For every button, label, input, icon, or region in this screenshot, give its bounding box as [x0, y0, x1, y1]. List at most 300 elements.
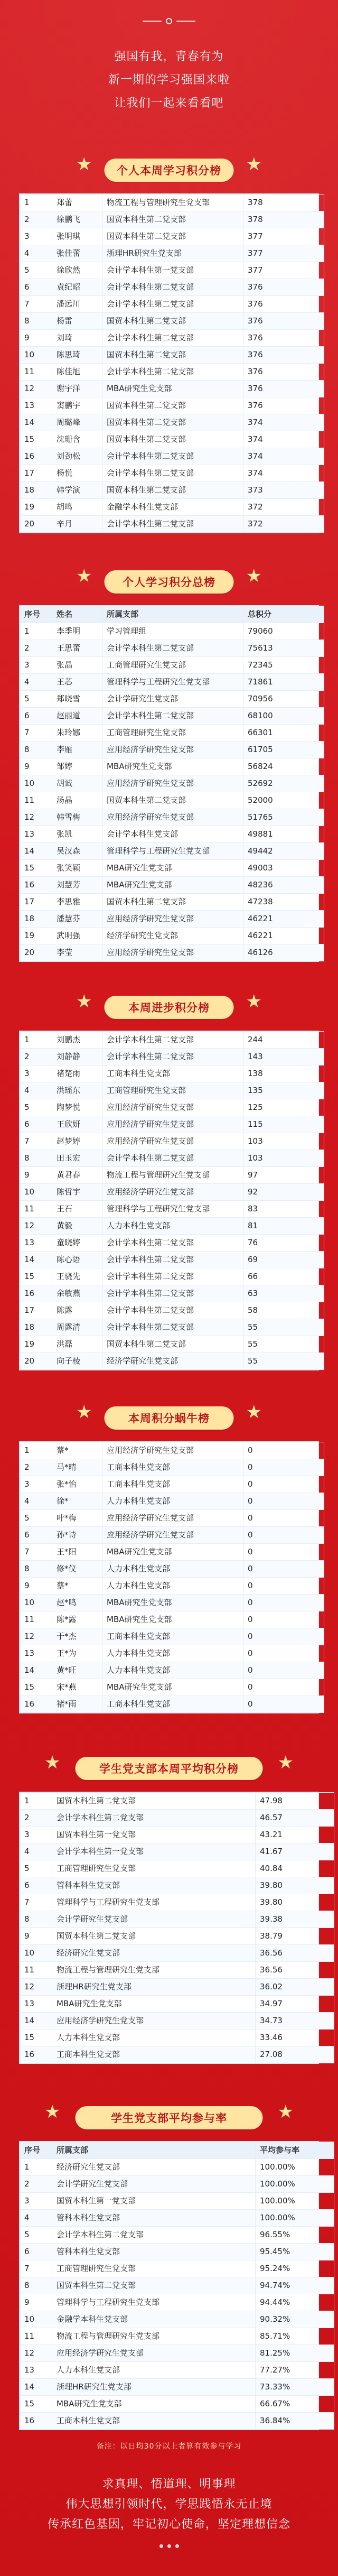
- header-name: 姓名: [52, 606, 102, 623]
- table-cell: 16: [20, 1696, 52, 1713]
- table-cell: 王*阳: [52, 1544, 102, 1561]
- table-cell: 135: [243, 1082, 324, 1099]
- table-cell: 应用经济学研究生党支部: [102, 1442, 243, 1459]
- table-row: [20, 1843, 334, 1860]
- table-row: [20, 2227, 334, 2244]
- table-row: [20, 843, 324, 860]
- table-cell: 浙理HR研究生党支部: [52, 1979, 256, 1996]
- branch-rate-title: 学生党支部平均参与率: [111, 2112, 227, 2125]
- table-row: [20, 1476, 324, 1493]
- table-row: [20, 1611, 324, 1628]
- table-cell: 19: [20, 928, 52, 944]
- table-cell: 18: [20, 1319, 52, 1336]
- table-cell: 374: [243, 431, 324, 448]
- table-cell: 46.57: [256, 1810, 334, 1827]
- table-row: [20, 499, 324, 516]
- table-cell: 376: [243, 313, 324, 330]
- table-row: [20, 1116, 324, 1133]
- table-cell: 3: [20, 1476, 52, 1493]
- table-cell: 0: [243, 1544, 324, 1561]
- table-row: [20, 826, 324, 843]
- table-cell: 李莹: [52, 944, 102, 961]
- table-cell: 0: [243, 1527, 324, 1544]
- table-row: [20, 1578, 324, 1595]
- table-cell: MBA研究生党支部: [102, 1679, 243, 1696]
- table-cell: 138: [243, 1065, 324, 1082]
- table-cell: 377: [243, 245, 324, 262]
- table-cell: 会计学本科生第二党支部: [102, 516, 243, 533]
- table-cell: 48236: [243, 877, 324, 894]
- table-cell: 47238: [243, 894, 324, 911]
- table-cell: 5: [20, 1510, 52, 1527]
- table-cell: 0: [243, 1442, 324, 1459]
- table-cell: 143: [243, 1049, 324, 1065]
- table-cell: 陈*露: [52, 1611, 102, 1628]
- table-cell: 应用经济学研究生党支部: [102, 775, 243, 792]
- table-cell: 378: [243, 211, 324, 228]
- table-cell: 蔡*: [52, 1578, 102, 1595]
- table-row: [20, 809, 324, 826]
- table-cell: 0: [243, 1459, 324, 1476]
- header-rank: 序号: [20, 606, 52, 623]
- table-cell: 52000: [243, 792, 324, 809]
- table-cell: MBA研究生党支部: [102, 877, 243, 894]
- table-cell: 刘琦: [52, 330, 102, 347]
- table-cell: 国贸本科生第二党支部: [102, 1336, 243, 1353]
- table-cell: 工商本科生党支部: [102, 1696, 243, 1713]
- table-cell: 余敏燕: [52, 1285, 102, 1302]
- table-cell: 工商本科生党支部: [102, 1459, 243, 1476]
- table-cell: 71861: [243, 674, 324, 691]
- table-row: [20, 262, 324, 279]
- table-cell: 81.25%: [256, 2345, 334, 2362]
- table-cell: 管科本科生党支部: [52, 1877, 256, 1894]
- table-cell: 0: [243, 1611, 324, 1628]
- table-cell: 黄毅: [52, 1218, 102, 1235]
- table-cell: 374: [243, 414, 324, 431]
- table-cell: 3: [20, 228, 52, 245]
- table-row: [20, 1302, 324, 1319]
- table-cell: 国贸本科生第二党支部: [102, 347, 243, 364]
- table-cell: 0: [243, 1493, 324, 1510]
- table-cell: 20: [20, 944, 52, 961]
- table-cell: 1: [20, 1442, 52, 1459]
- table-row: [20, 2294, 334, 2311]
- table-cell: 372: [243, 516, 324, 533]
- table-cell: 0: [243, 1645, 324, 1662]
- table-cell: 52692: [243, 775, 324, 792]
- table-cell: 邹婷: [52, 758, 102, 775]
- table-cell: 李思雅: [52, 894, 102, 911]
- table-cell: 13: [20, 1235, 52, 1252]
- table-row: [20, 1336, 324, 1353]
- table-cell: 4: [20, 674, 52, 691]
- progress-title: 本周进步积分榜: [128, 1002, 210, 1014]
- hero-line-3: 让我们一起来看看吧: [114, 97, 224, 110]
- table-cell: 徐*: [52, 1493, 102, 1510]
- table-cell: 孙*诗: [52, 1527, 102, 1544]
- table-cell: 0: [243, 1561, 324, 1578]
- table-cell: 100.00%: [256, 2176, 334, 2193]
- table-cell: 4: [20, 2210, 52, 2227]
- table-cell: 韩雪梅: [52, 809, 102, 826]
- table-cell: 3: [20, 1065, 52, 1082]
- table-cell: 张晶: [52, 657, 102, 674]
- table-cell: 向子棱: [52, 1353, 102, 1370]
- table-row: [20, 1099, 324, 1116]
- table-cell: 会计学本科生第二党支部: [102, 1235, 243, 1252]
- table-cell: 管科本科生党支部: [52, 2244, 256, 2260]
- table-cell: 会计学本科生第二党支部: [102, 1302, 243, 1319]
- table-cell: 15: [20, 2030, 52, 2046]
- star-icon: ★: [44, 1752, 61, 1773]
- table-cell: 17: [20, 1302, 52, 1319]
- table-cell: 17: [20, 894, 52, 911]
- table-row: [20, 792, 324, 809]
- table-cell: 15: [20, 860, 52, 877]
- footer-line-2: 伟大思想引领时代，学思践悟永无止境: [65, 2498, 273, 2511]
- table-cell: 66: [243, 1268, 324, 1285]
- table-cell: 工商管理研究生党支部: [102, 1082, 243, 1099]
- table-row: [20, 279, 324, 296]
- table-cell: 15: [20, 431, 52, 448]
- branch-rate-table: [19, 2141, 319, 2430]
- table-cell: 应用经济学研究生党支部: [102, 1116, 243, 1133]
- table-cell: 5: [20, 262, 52, 279]
- table-cell: 童晓婷: [52, 1235, 102, 1252]
- table-cell: 36.56: [256, 1945, 334, 1962]
- table-cell: 会计学本科生第一党支部: [102, 262, 243, 279]
- table-cell: 物流工程与管理研究生党支部: [52, 1962, 256, 1979]
- table-row: [20, 1252, 324, 1268]
- table-cell: 黄君春: [52, 1167, 102, 1184]
- table-cell: 66301: [243, 725, 324, 742]
- table-cell: 马*晴: [52, 1459, 102, 1476]
- table-cell: 34.73: [256, 2013, 334, 2030]
- table-row: [20, 1353, 324, 1370]
- table-cell: 115: [243, 1116, 324, 1133]
- table-row: [20, 758, 324, 775]
- table-cell: 张*怡: [52, 1476, 102, 1493]
- table-cell: 人力本科生党支部: [102, 1645, 243, 1662]
- table-cell: 100.00%: [256, 2159, 334, 2176]
- table-row: [20, 397, 324, 414]
- table-row: [20, 245, 324, 262]
- table-row: [20, 1928, 334, 1945]
- table-cell: 国贸本科生第二党支部: [102, 792, 243, 809]
- table-cell: 19: [20, 1336, 52, 1353]
- table-cell: 40.84: [256, 1860, 334, 1877]
- table-cell: 79060: [243, 623, 324, 640]
- table-cell: 会计学本科生第二党支部: [52, 2227, 256, 2244]
- table-row: [20, 211, 324, 228]
- table-cell: 14: [20, 414, 52, 431]
- table-cell: 0: [243, 1510, 324, 1527]
- table-cell: MBA研究生党支部: [102, 381, 243, 397]
- table-row: [20, 2413, 334, 2430]
- table-row: [20, 1201, 324, 1218]
- table-row: [20, 482, 324, 499]
- table-row: [20, 775, 324, 792]
- table-cell: 国贸本科生第一党支部: [52, 2193, 256, 2210]
- table-cell: 77.27%: [256, 2362, 334, 2379]
- table-cell: 会计学本科生第二党支部: [102, 330, 243, 347]
- total-individual-title: 个人学习积分总榜: [123, 576, 215, 589]
- table-cell: 会计学本科生第二党支部: [102, 448, 243, 465]
- table-cell: 373: [243, 482, 324, 499]
- table-cell: 潘慧芬: [52, 911, 102, 928]
- table-cell: 92: [243, 1184, 324, 1201]
- table-cell: 38.79: [256, 1928, 334, 1945]
- table-cell: 75613: [243, 640, 324, 657]
- table-cell: 国贸本科生第二党支部: [102, 482, 243, 499]
- table-cell: 会计学本科生第二党支部: [102, 708, 243, 725]
- table-cell: 6: [20, 2244, 52, 2260]
- dot-icon: [159, 2544, 163, 2548]
- table-cell: 会计学本科生第二党支部: [102, 640, 243, 657]
- table-cell: 95.45%: [256, 2244, 334, 2260]
- table-cell: 田玉宏: [52, 1150, 102, 1167]
- table-cell: 徐欣然: [52, 262, 102, 279]
- table-cell: 81: [243, 1218, 324, 1235]
- table-row: [20, 1696, 324, 1713]
- table-cell: 陈露: [52, 1302, 102, 1319]
- table-cell: 国贸本科生第二党支部: [102, 397, 243, 414]
- table-row: [20, 1493, 324, 1510]
- table-cell: 张笑颖: [52, 860, 102, 877]
- table-cell: 43.21: [256, 1827, 334, 1843]
- table-cell: 会计学研究生党支部: [102, 691, 243, 708]
- table-cell: 11: [20, 1201, 52, 1218]
- table-cell: 郑蕾: [52, 194, 102, 211]
- table-row: [20, 364, 324, 381]
- table-cell: 376: [243, 279, 324, 296]
- table-cell: 国贸本科生第二党支部: [52, 1928, 256, 1945]
- table-cell: 李季明: [52, 623, 102, 640]
- table-cell: 会计学本科生第二党支部: [102, 1268, 243, 1285]
- table-cell: 国贸本科生第二党支部: [102, 313, 243, 330]
- total-individual-section: [0, 565, 338, 962]
- star-icon: ★: [76, 1402, 92, 1423]
- table-row: [20, 1459, 324, 1476]
- dot-icon: [175, 2544, 179, 2548]
- table-cell: 胡鸣: [52, 499, 102, 516]
- table-cell: 66.67%: [256, 2396, 334, 2413]
- table-cell: 1: [20, 194, 52, 211]
- table-cell: 应用经济学研究生党支部: [52, 2345, 256, 2362]
- table-cell: 黄*旺: [52, 1662, 102, 1679]
- table-cell: 国贸本科生第一党支部: [52, 1827, 256, 1843]
- table-cell: 10: [20, 775, 52, 792]
- table-cell: 9: [20, 758, 52, 775]
- table-cell: 10: [20, 1595, 52, 1611]
- table-cell: 10: [20, 1184, 52, 1201]
- table-cell: 7: [20, 2260, 52, 2277]
- branch-average-section: [0, 1752, 338, 2064]
- table-cell: 2: [20, 211, 52, 228]
- table-cell: 9: [20, 1167, 52, 1184]
- star-icon: ★: [246, 1402, 262, 1423]
- table-cell: 0: [243, 1476, 324, 1493]
- table-cell: 69: [243, 1252, 324, 1268]
- table-cell: 39.38: [256, 1911, 334, 1928]
- table-cell: 97: [243, 1167, 324, 1184]
- table-cell: 王石: [52, 1201, 102, 1218]
- table-cell: 58: [243, 1302, 324, 1319]
- table-cell: 9: [20, 1578, 52, 1595]
- table-cell: 2: [20, 1049, 52, 1065]
- table-cell: 90.32%: [256, 2311, 334, 2328]
- footer-line-3: 传承红色基因，牢记初心使命，坚定理想信念: [47, 2518, 290, 2531]
- table-cell: 3: [20, 657, 52, 674]
- table-cell: 会计学研究生党支部: [52, 2176, 256, 2193]
- total-individual-table: [19, 605, 319, 962]
- table-cell: 125: [243, 1099, 324, 1116]
- table-cell: 10: [20, 2311, 52, 2328]
- table-row: [20, 2328, 334, 2345]
- table-cell: 41.67: [256, 1843, 334, 1860]
- table-cell: 12: [20, 1218, 52, 1235]
- table-cell: 汤晶: [52, 792, 102, 809]
- table-cell: MBA研究生党支部: [102, 758, 243, 775]
- table-cell: 6: [20, 1877, 52, 1894]
- table-cell: 工商管理研究生党支部: [52, 1860, 256, 1877]
- table-cell: 金融学本科生党支部: [52, 2311, 256, 2328]
- table-cell: 国贸本科生第二党支部: [102, 414, 243, 431]
- table-cell: 陈心语: [52, 1252, 102, 1268]
- star-icon: ★: [277, 1752, 294, 1773]
- table-cell: 70956: [243, 691, 324, 708]
- table-cell: 窦鹏宇: [52, 397, 102, 414]
- table-cell: 潘远川: [52, 296, 102, 313]
- table-cell: 李雁: [52, 742, 102, 758]
- hero-decoration: [137, 18, 201, 24]
- table-row: [20, 1945, 334, 1962]
- table-row: [20, 944, 324, 961]
- table-cell: 72345: [243, 657, 324, 674]
- table-cell: 11: [20, 1962, 52, 1979]
- table-cell: 周璐峰: [52, 414, 102, 431]
- table-cell: 5: [20, 1099, 52, 1116]
- table-cell: 372: [243, 499, 324, 516]
- table-row: [20, 1911, 334, 1928]
- table-row: [20, 194, 324, 211]
- table-cell: 5: [20, 1860, 52, 1877]
- table-cell: 68100: [243, 708, 324, 725]
- table-cell: 朱玲娜: [52, 725, 102, 742]
- table-cell: 应用经济学研究生党支部: [102, 1133, 243, 1150]
- table-cell: 应用经济学研究生党支部: [102, 1099, 243, 1116]
- weekly-individual-section: [0, 153, 338, 533]
- star-icon: ★: [76, 991, 92, 1012]
- table-cell: 工商管理研究生党支部: [102, 725, 243, 742]
- table-row: [20, 1810, 334, 1827]
- table-cell: 0: [243, 1662, 324, 1679]
- table-row: [20, 1082, 324, 1099]
- table-cell: 管理科学与工程研究生党支部: [52, 1894, 256, 1911]
- table-cell: MBA研究生党支部: [102, 1611, 243, 1628]
- table-cell: 27.08: [256, 2046, 334, 2063]
- table-cell: MBA研究生党支部: [52, 2396, 256, 2413]
- hero-line-1: 强国有我，青春有为: [114, 50, 224, 63]
- table-cell: 陈思琦: [52, 347, 102, 364]
- table-row: [20, 2013, 334, 2030]
- table-cell: 2: [20, 1459, 52, 1476]
- table-cell: 10: [20, 347, 52, 364]
- table-cell: 4: [20, 1082, 52, 1099]
- table-cell: 12: [20, 1628, 52, 1645]
- table-cell: 会计学本科生第二党支部: [102, 1150, 243, 1167]
- table-row: [20, 1628, 324, 1645]
- table-row: [20, 1527, 324, 1544]
- table-cell: 20: [20, 1353, 52, 1370]
- table-cell: 应用经济学研究生党支部: [52, 2013, 256, 2030]
- table-row: [20, 1544, 324, 1561]
- table-cell: 16: [20, 1285, 52, 1302]
- progress-section: [0, 990, 338, 1370]
- star-icon: ★: [246, 566, 262, 587]
- table-cell: 12: [20, 1979, 52, 1996]
- table-cell: 浙理HR研究生党支部: [102, 245, 243, 262]
- table-cell: 2: [20, 640, 52, 657]
- table-row: [20, 228, 324, 245]
- bottom-decoration: [0, 2544, 338, 2548]
- table-cell: 人力本科生党支部: [52, 2362, 256, 2379]
- table-row: [20, 1595, 324, 1611]
- table-cell: 张明琪: [52, 228, 102, 245]
- table-row: [20, 657, 324, 674]
- table-cell: 9: [20, 330, 52, 347]
- table-cell: 人力本科生党支部: [102, 1493, 243, 1510]
- table-row: [20, 640, 324, 657]
- table-cell: 36.56: [256, 1962, 334, 1979]
- table-cell: 33.46: [256, 2030, 334, 2046]
- table-row: [20, 2362, 334, 2379]
- table-cell: 15: [20, 1679, 52, 1696]
- table-row: [20, 1793, 334, 1810]
- table-cell: 11: [20, 364, 52, 381]
- table-row: [20, 431, 324, 448]
- table-cell: 应用经济学研究生党支部: [102, 1184, 243, 1201]
- table-cell: 374: [243, 448, 324, 465]
- table-cell: 陈哲宇: [52, 1184, 102, 1201]
- table-cell: 16: [20, 877, 52, 894]
- participation-note: 备注：以日均30分以上者算有效参与学习: [96, 2442, 242, 2451]
- table-cell: 会计学本科生第二党支部: [102, 279, 243, 296]
- table-cell: 13: [20, 826, 52, 843]
- table-cell: 36.84%: [256, 2413, 334, 2430]
- table-cell: 12: [20, 381, 52, 397]
- table-cell: 张凯: [52, 826, 102, 843]
- progress-banner: [105, 996, 234, 1019]
- table-cell: 10: [20, 1945, 52, 1962]
- table-cell: 374: [243, 465, 324, 482]
- table-cell: 赵梦婷: [52, 1133, 102, 1150]
- table-cell: 100.00%: [256, 2193, 334, 2210]
- table-row: [20, 1133, 324, 1150]
- table-row: [20, 2210, 334, 2227]
- table-cell: 于*杰: [52, 1628, 102, 1645]
- table-cell: 63: [243, 1285, 324, 1302]
- table-row: [20, 313, 324, 330]
- table-cell: 12: [20, 2345, 52, 2362]
- table-cell: 5: [20, 691, 52, 708]
- header-rate: 平均参与率: [256, 2142, 334, 2159]
- table-cell: 国贸本科生第二党支部: [102, 211, 243, 228]
- table-cell: 1: [20, 1793, 52, 1810]
- table-cell: 工商本科生党支部: [102, 1628, 243, 1645]
- table-cell: 49881: [243, 826, 324, 843]
